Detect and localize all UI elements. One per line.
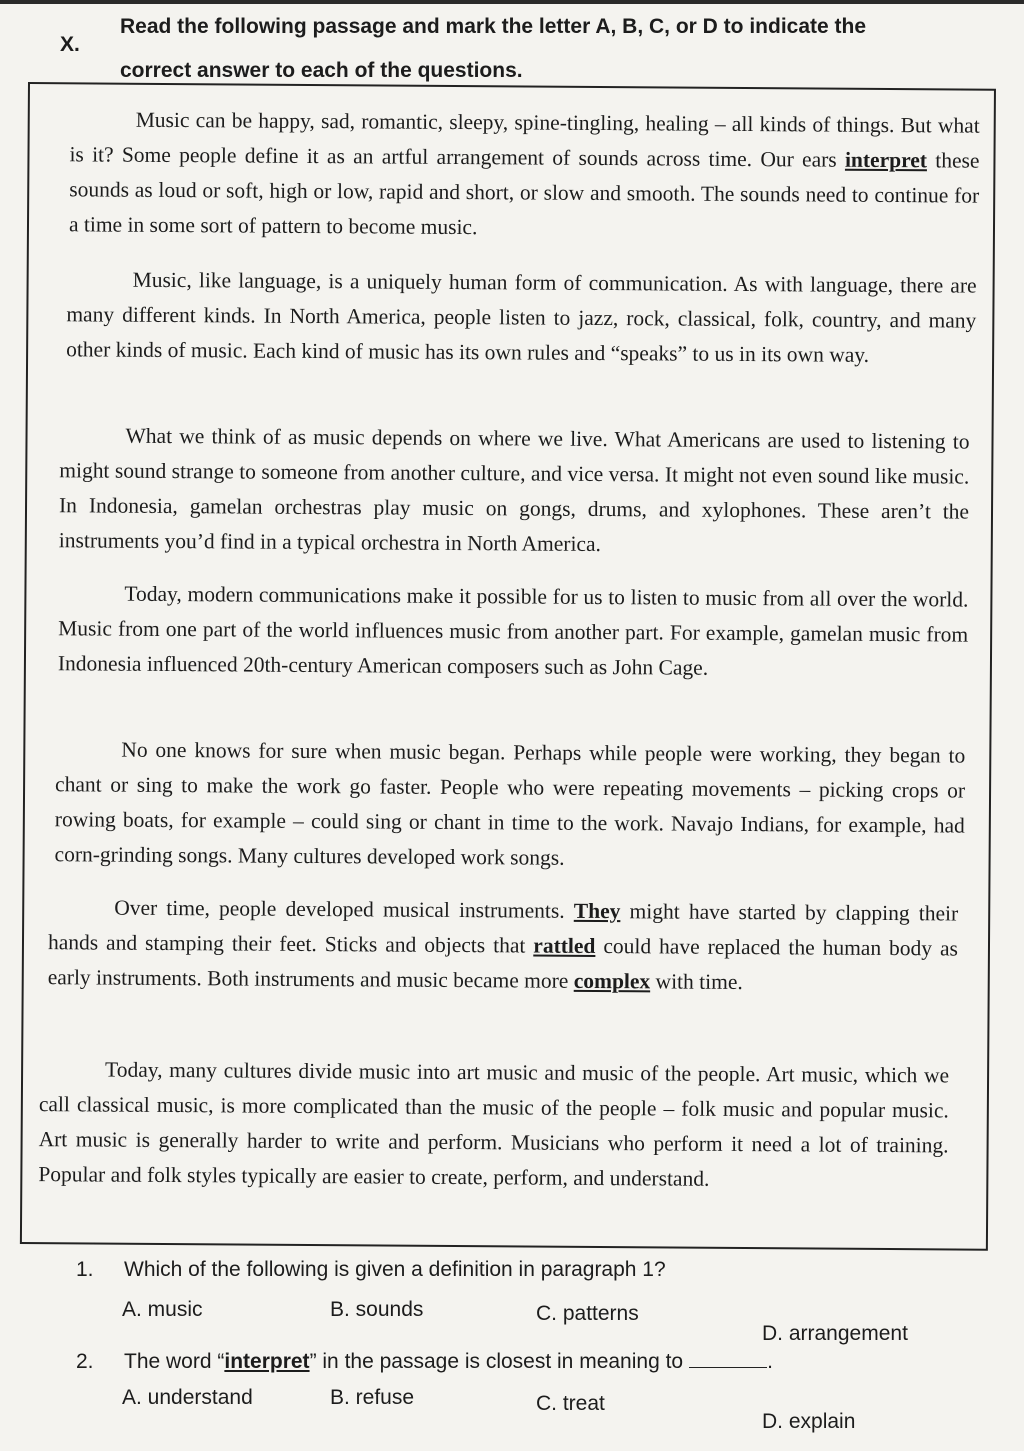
top-border <box>0 0 1024 4</box>
question-2-number: 2. <box>76 1350 94 1373</box>
question-1-option-a[interactable]: A. music <box>122 1298 203 1321</box>
paragraph-6-text-b: might have started by clapping their hands and stamping their feet. Sticks and objects that <box>47 899 959 958</box>
paragraph-6-text-c: could have replaced the human body as early instruments. Both instruments and music became more <box>47 933 959 993</box>
paragraph-5: No one knows for sure when music began. Perhaps while people were working, they began to chant or sing to make the work go faster. People who were repeating movements – picking crops or rowing boats, for example – could sing or chant in time to the work. Navajo Indians, for example, had corn-grinding songs. Many cultures developed work songs. <box>54 737 966 870</box>
paragraph-1 <box>69 102 980 248</box>
paragraph-6 <box>48 890 959 1001</box>
paragraph-6-text-d: with time. <box>650 969 743 995</box>
question-2-text-after: ” in the passage is closest in meaning to <box>309 1350 684 1373</box>
question-1-number: 1. <box>76 1258 94 1281</box>
paragraph-7: Today, many cultures divide music into art music and music of the people. Art music, which we call classical music, is more complicated than the music of the people – folk music and popular music. Art music is generally harder to write and perform. Musicians who perform it need a lot of training. Popular and folk styles typically are easier to create, perform, and understand. <box>38 1057 950 1191</box>
keyword-rattled: rattled <box>533 933 596 958</box>
keyword-complex: complex <box>573 968 651 994</box>
keyword-interpret: interpret <box>844 147 928 173</box>
passage-box <box>20 82 996 1251</box>
question-1-option-d[interactable]: D. arrangement <box>762 1322 908 1345</box>
question-1-option-b[interactable]: B. sounds <box>330 1298 424 1321</box>
paragraph-1-text-b: these sounds as loud or soft, high or low, rapid and short, or slow and smooth. The sounds need to continue for a time in some sort of pattern to become music. <box>68 148 980 240</box>
paragraph-1-text-a: Music can be happy, sad, romantic, sleepy, spine-tingling, healing – all kinds of things. But what is it? Some people define it as an artful arrangement of sounds across time. Our ears <box>69 107 980 172</box>
question-1-text: Which of the following is given a definition in paragraph 1? <box>124 1258 666 1281</box>
question-2-option-a[interactable]: A. understand <box>122 1386 253 1409</box>
question-2-period: . <box>767 1350 773 1373</box>
paragraph-4: Today, modern communications make it possible for us to listen to music from all over the world. Music from one part of the world influences music from another part. For example, gamelan music from Indonesia influenced 20th-century American composers such as John Cage. <box>57 581 969 680</box>
question-2-text <box>124 1350 773 1374</box>
question-2-option-c[interactable]: C. treat <box>536 1392 605 1415</box>
question-2-keyword: interpret <box>224 1350 310 1373</box>
answer-blank[interactable] <box>689 1367 767 1368</box>
keyword-they: They <box>573 898 621 924</box>
question-1-option-c[interactable]: C. patterns <box>536 1302 639 1325</box>
section-number: X. <box>60 33 80 56</box>
instruction-line-2: correct answer to each of the questions. <box>120 59 523 82</box>
paragraph-2: Music, like language, is a uniquely human form of communication. As with language, there are many different kinds. In North America, people listen to jazz, rock, classical, folk, country, and many other kinds of music. Each kind of music has its own rules and “speaks” to us in its own way. <box>66 267 977 367</box>
question-2-text-before: The word “ <box>124 1350 225 1373</box>
instruction-line-1: Read the following passage and mark the letter A, B, C, or D to indicate the <box>120 15 867 38</box>
paragraph-6-text-a: Over time, people developed musical instruments. <box>114 895 574 923</box>
question-2-option-b[interactable]: B. refuse <box>330 1386 415 1409</box>
paragraph-3: What we think of as music depends on where we live. What Americans are used to listening to might sound strange to someone from another culture, and vice versa. It might not even sound like music. In Indonesia, gamelan orchestras play music on gongs, drums, and xylophones. These aren’t the instruments you’d find in a typical orchestra in North America. <box>58 423 970 557</box>
question-2-option-d[interactable]: D. explain <box>762 1410 856 1433</box>
